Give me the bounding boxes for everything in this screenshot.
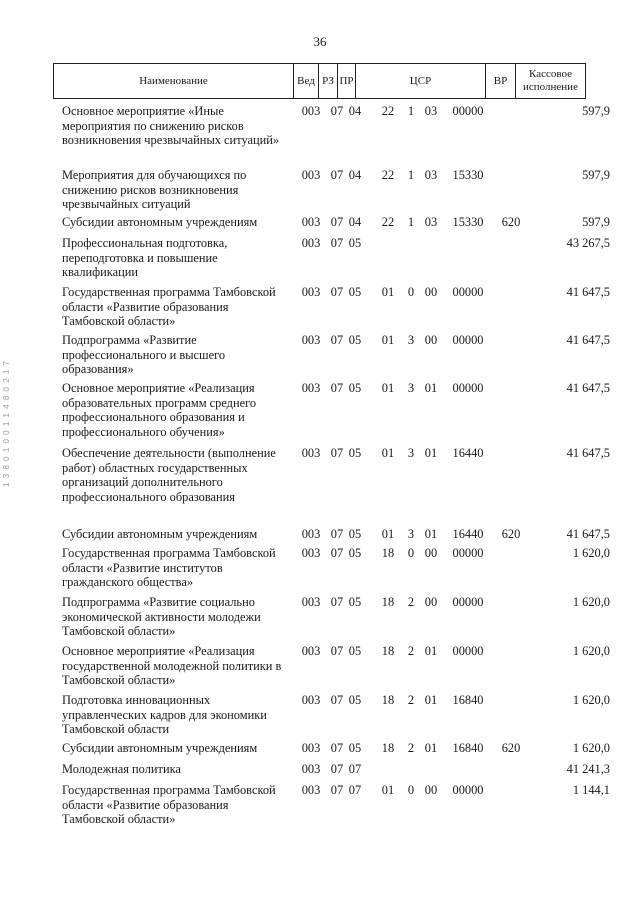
row-csr-program: 01	[381, 527, 395, 541]
row-amount: 41 647,5	[566, 285, 610, 299]
row-amount: 41 241,3	[566, 762, 610, 776]
row-csr-program: 01	[381, 783, 395, 797]
row-name: Государственная программа Тамбовской области «Развитие институтов гражданского общества»	[62, 546, 276, 590]
header-vr: ВР	[486, 64, 516, 99]
row-ved: 003	[301, 546, 321, 560]
row-csr-event: 00	[424, 285, 438, 299]
header-pr: ПР	[338, 64, 356, 99]
row-vr: 620	[501, 741, 521, 755]
row-amount: 597,9	[582, 104, 610, 118]
row-csr-subprogram: 1	[407, 215, 415, 229]
row-pr: 05	[348, 446, 362, 460]
row-csr-subprogram: 2	[407, 644, 415, 658]
row-pr: 07	[348, 762, 362, 776]
row-amount: 1 144,1	[572, 783, 610, 797]
row-csr-program: 18	[381, 644, 395, 658]
row-csr-subprogram: 3	[407, 446, 415, 460]
row-csr-direction: 16840	[452, 741, 484, 755]
row-csr-subprogram: 0	[407, 285, 415, 299]
row-ved: 003	[301, 215, 321, 229]
row-csr-subprogram: 3	[407, 527, 415, 541]
row-ved: 003	[301, 693, 321, 707]
row-vr: 620	[501, 527, 521, 541]
row-pr: 05	[348, 236, 362, 250]
row-csr-direction: 00000	[452, 381, 484, 395]
row-csr-subprogram: 0	[407, 546, 415, 560]
row-csr-event: 01	[424, 446, 438, 460]
row-csr-direction: 00000	[452, 333, 484, 347]
row-csr-program: 22	[381, 168, 395, 182]
row-csr-program: 18	[381, 546, 395, 560]
row-csr-direction: 00000	[452, 104, 484, 118]
row-amount: 1 620,0	[572, 595, 610, 609]
header-amount-line1: Кассовое	[529, 68, 572, 80]
row-name: Профессиональная подготовка, переподготовка и повышение квалификации	[62, 236, 228, 280]
row-csr-event: 01	[424, 644, 438, 658]
row-vr: 620	[501, 215, 521, 229]
row-csr-subprogram: 3	[407, 381, 415, 395]
row-csr-subprogram: 2	[407, 693, 415, 707]
header-name: Наименование	[54, 64, 294, 99]
row-csr-event: 01	[424, 693, 438, 707]
row-csr-direction: 00000	[452, 546, 484, 560]
row-csr-program: 18	[381, 741, 395, 755]
row-amount: 597,9	[582, 215, 610, 229]
row-pr: 07	[348, 783, 362, 797]
row-name: Молодежная политика	[62, 762, 181, 776]
row-csr-program: 22	[381, 104, 395, 118]
row-csr-event: 01	[424, 741, 438, 755]
row-pr: 05	[348, 527, 362, 541]
row-csr-direction: 15330	[452, 168, 484, 182]
row-rz: 07	[330, 333, 344, 347]
row-pr: 05	[348, 546, 362, 560]
row-csr-direction: 00000	[452, 644, 484, 658]
row-ved: 003	[301, 762, 321, 776]
row-amount: 41 647,5	[566, 381, 610, 395]
row-rz: 07	[330, 741, 344, 755]
row-csr-event: 01	[424, 527, 438, 541]
side-stamp: 1 3 8 0 1 0 0 1 1 4 8 0 2 1 7	[2, 360, 11, 487]
row-csr-event: 00	[424, 333, 438, 347]
row-amount: 1 620,0	[572, 546, 610, 560]
row-name: Подпрограмма «Развитие профессионального и высшего образования»	[62, 333, 226, 377]
row-csr-direction: 16440	[452, 446, 484, 460]
row-csr-program: 22	[381, 215, 395, 229]
row-csr-event: 03	[424, 104, 438, 118]
row-name: Обеспечение деятельности (выполнение работ) областных государственных организаций дополнительного профессионального образования	[62, 446, 276, 504]
row-amount: 1 620,0	[572, 693, 610, 707]
row-csr-subprogram: 2	[407, 595, 415, 609]
header-csr: ЦСР	[356, 64, 486, 99]
row-rz: 07	[330, 285, 344, 299]
row-ved: 003	[301, 168, 321, 182]
row-ved: 003	[301, 783, 321, 797]
page-number: 36	[313, 34, 327, 49]
row-ved: 003	[301, 285, 321, 299]
row-amount: 43 267,5	[566, 236, 610, 250]
row-csr-direction: 16440	[452, 527, 484, 541]
row-name: Подпрограмма «Развитие социально экономической активности молодежи Тамбовской области»	[62, 595, 261, 639]
row-pr: 05	[348, 381, 362, 395]
row-ved: 003	[301, 104, 321, 118]
row-rz: 07	[330, 595, 344, 609]
row-rz: 07	[330, 644, 344, 658]
row-rz: 07	[330, 446, 344, 460]
row-csr-subprogram: 0	[407, 783, 415, 797]
row-amount: 1 620,0	[572, 644, 610, 658]
header-amount-line2: исполнение	[523, 81, 578, 93]
row-name: Субсидии автономным учреждениям	[62, 741, 258, 755]
row-csr-program: 01	[381, 285, 395, 299]
row-csr-subprogram: 1	[407, 168, 415, 182]
row-ved: 003	[301, 741, 321, 755]
row-ved: 003	[301, 527, 321, 541]
row-ved: 003	[301, 595, 321, 609]
row-ved: 003	[301, 333, 321, 347]
row-csr-direction: 00000	[452, 783, 484, 797]
row-pr: 05	[348, 285, 362, 299]
row-csr-event: 03	[424, 168, 438, 182]
row-csr-program: 18	[381, 595, 395, 609]
row-amount: 41 647,5	[566, 333, 610, 347]
row-rz: 07	[330, 104, 344, 118]
row-ved: 003	[301, 446, 321, 460]
row-rz: 07	[330, 381, 344, 395]
row-csr-event: 00	[424, 595, 438, 609]
row-csr-direction: 16840	[452, 693, 484, 707]
row-name: Государственная программа Тамбовской области «Развитие образования Тамбовской области»	[62, 285, 276, 329]
row-csr-subprogram: 1	[407, 104, 415, 118]
row-pr: 05	[348, 693, 362, 707]
row-csr-subprogram: 3	[407, 333, 415, 347]
row-csr-program: 01	[381, 333, 395, 347]
row-pr: 05	[348, 741, 362, 755]
header-ved: Вед	[294, 64, 319, 99]
row-csr-event: 03	[424, 215, 438, 229]
row-amount: 1 620,0	[572, 741, 610, 755]
row-rz: 07	[330, 527, 344, 541]
row-pr: 04	[348, 104, 362, 118]
row-ved: 003	[301, 236, 321, 250]
row-pr: 04	[348, 215, 362, 229]
row-rz: 07	[330, 546, 344, 560]
row-csr-program: 18	[381, 693, 395, 707]
row-pr: 05	[348, 595, 362, 609]
row-csr-event: 00	[424, 546, 438, 560]
row-csr-event: 00	[424, 783, 438, 797]
row-name: Основное мероприятие «Реализация образовательных программ среднего профессионального образования и профессионального обучения»	[62, 381, 257, 439]
row-ved: 003	[301, 644, 321, 658]
row-pr: 05	[348, 644, 362, 658]
row-csr-program: 01	[381, 446, 395, 460]
row-csr-event: 01	[424, 381, 438, 395]
row-rz: 07	[330, 693, 344, 707]
row-csr-direction: 15330	[452, 215, 484, 229]
row-rz: 07	[330, 215, 344, 229]
row-rz: 07	[330, 168, 344, 182]
row-name: Основное мероприятие «Реализация государственной молодежной политики в Тамбовской области»	[62, 644, 282, 688]
row-amount: 597,9	[582, 168, 610, 182]
header-rz: РЗ	[319, 64, 338, 99]
row-amount: 41 647,5	[566, 527, 610, 541]
row-name: Основное мероприятие «Иные мероприятия по снижению рисков возникновения чрезвычайных ситуаций»	[62, 104, 280, 148]
row-pr: 04	[348, 168, 362, 182]
row-ved: 003	[301, 381, 321, 395]
row-csr-direction: 00000	[452, 285, 484, 299]
row-csr-direction: 00000	[452, 595, 484, 609]
row-rz: 07	[330, 236, 344, 250]
row-amount: 41 647,5	[566, 446, 610, 460]
row-name: Субсидии автономным учреждениям	[62, 215, 258, 229]
row-csr-subprogram: 2	[407, 741, 415, 755]
row-name: Субсидии автономным учреждениям	[62, 527, 258, 541]
row-name: Мероприятия для обучающихся по снижению рисков возникновения чрезвычайных ситуаций	[62, 168, 247, 212]
row-name: Государственная программа Тамбовской области «Развитие образования Тамбовской области»	[62, 783, 276, 827]
row-name: Подготовка инновационных управленческих кадров для экономики Тамбовской области	[62, 693, 267, 737]
row-csr-program: 01	[381, 381, 395, 395]
row-pr: 05	[348, 333, 362, 347]
row-rz: 07	[330, 762, 344, 776]
row-rz: 07	[330, 783, 344, 797]
